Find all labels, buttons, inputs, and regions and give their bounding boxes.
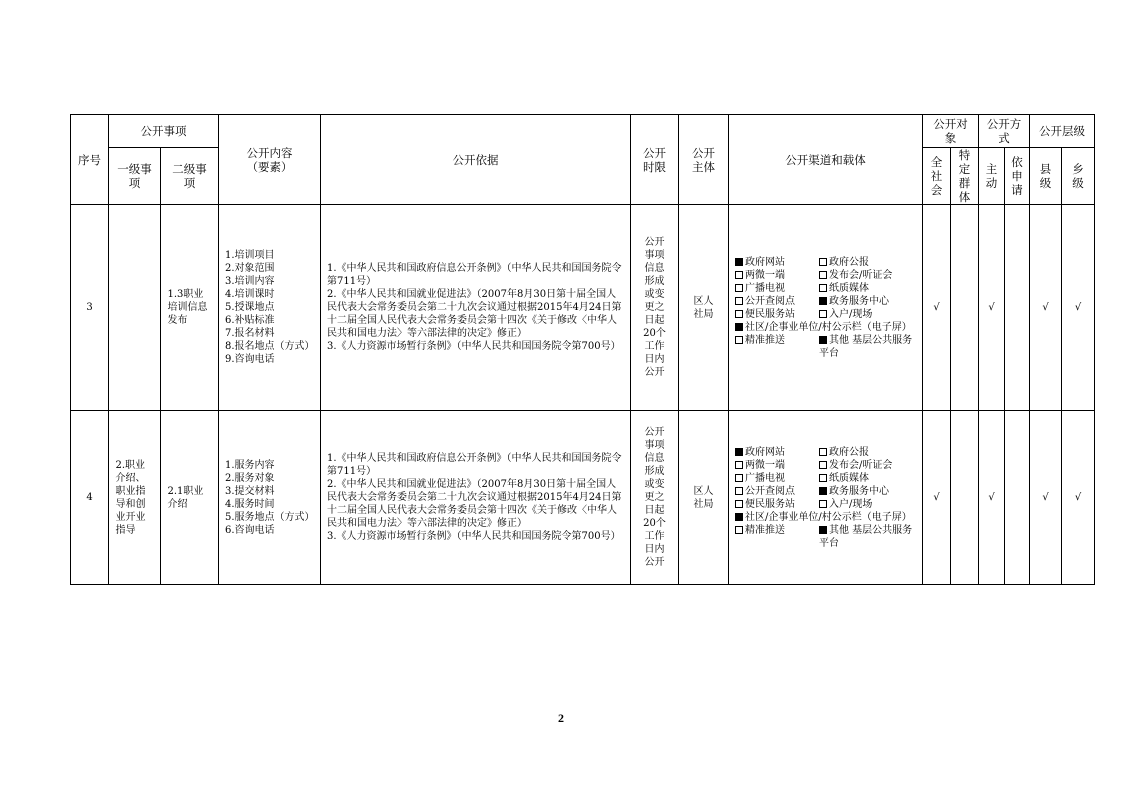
channel-item [735,485,819,498]
channel-label: 政府网站 [745,256,785,268]
channel-label: 公开查阅点 [745,485,795,497]
list-item: 3.提交材料 [225,485,275,497]
header-target-group [923,115,979,148]
cell-subject [679,411,729,585]
channel-item [819,282,918,295]
cell-time-limit [631,411,679,585]
channel-item [819,308,918,321]
time-limit-text: 公开事项信息形成或变更之日起20个工作日内公开 [643,237,666,378]
cell-target-specific [951,205,979,411]
channel-label: 精准推送 [745,524,785,536]
channel-item [819,459,918,472]
cell-seq: 4 [71,411,109,585]
channel-label: 发布会/听证会 [829,269,893,281]
channel-label: 政府网站 [745,446,785,458]
channel-item [819,498,918,511]
header-items-group: 公开事项 [109,115,219,148]
cell-seq: 3 [71,205,109,411]
checkbox-icon [819,500,827,508]
header-level1-label: 一级事项 [117,162,152,190]
header-level-county-label: 县级 [1039,162,1052,190]
cell-mode-active: √ [979,205,1005,411]
channel-label: 社区/企事业单位/村公示栏（电子屏） [745,321,912,333]
channel-label: 入户/现场 [829,498,873,510]
header-mode-group-label: 公开方式 [986,117,1022,145]
header-time-limit [631,115,679,205]
checkbox-icon [819,297,827,305]
header-level-town-label: 乡级 [1072,162,1084,190]
checkbox-icon [735,500,743,508]
checkbox-icon [819,284,827,292]
list-item: 8.报名地点（方式） [225,341,315,352]
header-mode-group [979,115,1030,148]
header-mode-active-label: 主动 [985,162,998,190]
cell-level-town: √ [1062,411,1095,585]
channel-label: 入户/现场 [829,308,873,320]
channel-item [735,511,918,524]
checkbox-icon [735,474,743,482]
list-item: 6.补贴标准 [225,315,275,326]
checkbox-icon [735,513,743,521]
checkbox-icon [819,448,827,456]
header-mode-active [979,148,1005,205]
checkbox-icon [735,487,743,495]
channel-label: 其他 基层公共服务平台 [819,334,913,359]
channel-item [819,472,918,485]
list-item: 4.培训课时 [225,289,275,300]
header-target-group-label: 公开对象 [933,117,968,145]
cell-level-county: √ [1030,205,1062,411]
channel-item [819,485,918,498]
channel-item [735,472,819,485]
checkbox-icon [735,258,743,266]
header-row-1 [71,115,1095,148]
header-target-all-label: 全社会 [930,155,943,197]
cell-target-specific [951,411,979,585]
basis-item: 1.《中华人民共和国政府信息公开条例》（中华人民共和国国务院令第711号） [327,263,622,287]
list-item: 2.对象范围 [225,263,275,274]
channel-item [819,295,918,308]
channel-item [819,269,918,282]
list-item: 5.服务地点（方式） [225,511,315,523]
channel-item [735,269,819,282]
header-content-label: 公开内容（要素） [246,145,293,174]
channel-item [735,256,819,269]
channel-item [735,446,819,459]
checkbox-icon [819,474,827,482]
cell-channels [729,411,923,585]
checkbox-icon [735,336,743,344]
channel-item [735,334,819,360]
channel-item [735,321,918,334]
channel-item [819,256,918,269]
basis-item: 3.《人力资源市场暂行条例》（中华人民共和国国务院令第700号） [327,341,621,352]
header-seq: 序号 [71,115,109,205]
checkbox-icon [819,310,827,318]
channel-label: 社区/企事业单位/村公示栏（电子屏） [745,511,912,523]
checkbox-icon [819,461,827,469]
level1-text: 2.职业介绍、职业指导和创业开业指导 [115,459,146,536]
page-number: 2 [558,711,564,725]
channel-label: 纸质媒体 [829,472,869,484]
table-row [71,205,1095,411]
channel-item [735,308,819,321]
channel-item [735,295,819,308]
header-target-all [923,148,951,205]
subject-text: 区人社局 [693,295,714,320]
channel-label: 政府公报 [829,446,869,458]
channel-label: 政务服务中心 [829,295,889,307]
checkbox-icon [819,487,827,495]
channel-label: 政务服务中心 [829,485,889,497]
checkbox-icon [735,271,743,279]
channel-label: 便民服务站 [745,498,795,510]
checkbox-icon [735,448,743,456]
header-level-group: 公开层级 [1030,115,1095,148]
channel-label: 便民服务站 [745,308,795,320]
checkbox-icon [819,526,827,534]
content-list [225,459,316,537]
list-item: 6.咨询电话 [225,524,275,536]
header-level-town [1062,148,1095,205]
cell-time-limit [631,205,679,411]
level2-text: 1.3职业培训信息发布 [167,289,208,326]
header-mode-request [1005,148,1030,205]
basis-item: 1.《中华人民共和国政府信息公开条例》（中华人民共和国国务院令第711号） [327,453,622,477]
cell-subject [679,205,729,411]
basis-item: 3.《人力资源市场暂行条例》（中华人民共和国国务院令第700号） [327,531,621,542]
content-list [225,249,316,366]
cell-content [219,411,321,585]
disclosure-table [70,114,1095,585]
checkbox-icon [735,526,743,534]
cell-level2 [161,205,219,411]
list-item: 4.服务时间 [225,498,275,510]
header-level-county [1030,148,1062,205]
subject-text: 区人社局 [693,485,714,510]
level2-text: 2.1职业介绍 [167,485,204,510]
checkbox-icon [735,310,743,318]
cell-mode-request [1005,205,1030,411]
time-limit-text: 公开事项信息形成或变更之日起20个工作日内公开 [643,427,666,568]
checkbox-icon [819,271,827,279]
header-basis: 公开依据 [321,115,631,205]
channel-item [819,334,918,360]
cell-level-county: √ [1030,411,1062,585]
list-item: 2.服务对象 [225,472,275,484]
checkbox-icon [735,461,743,469]
cell-level1 [109,411,161,585]
cell-mode-active: √ [979,411,1005,585]
basis-item: 2.《中华人民共和国就业促进法》（2007年8月30日第十届全国人民代表大会常务委员会第二十九次会议通过根据2015年4月24日第十二届全国人民代表大会常务委员会第十四次《关于修改〈中华人民共和国电力法〉等六部法律的决定》修正） [327,289,622,339]
channel-list [735,446,918,550]
channel-label: 其他 基层公共服务平台 [819,524,913,549]
channel-item [819,446,918,459]
channel-label: 政府公报 [829,256,869,268]
channel-label: 纸质媒体 [829,282,869,294]
channel-label: 两微一端 [745,459,785,471]
list-item: 9.咨询电话 [225,354,275,365]
list-item: 7.报名材料 [225,328,275,339]
cell-content [219,205,321,411]
header-time-limit-label: 公开时限 [643,145,666,174]
cell-level1 [109,205,161,411]
channel-item [735,282,819,295]
channel-label: 发布会/听证会 [829,459,893,471]
header-content [219,115,321,205]
cell-target-all: √ [923,205,951,411]
checkbox-icon [735,323,743,331]
header-channels: 公开渠道和载体 [729,115,923,205]
channel-item [735,498,819,511]
cell-basis [321,205,631,411]
header-subject [679,115,729,205]
list-item: 5.授课地点 [225,302,275,313]
header-mode-request-label: 依申请 [1011,155,1023,197]
channel-label: 两微一端 [745,269,785,281]
cell-channels [729,205,923,411]
list-item: 1.服务内容 [225,459,275,471]
channel-item [735,459,819,472]
header-level1 [109,148,161,205]
channel-list [735,256,918,360]
cell-mode-request [1005,411,1030,585]
header-level2-label: 二级事项 [172,162,207,190]
header-subject-label: 公开主体 [692,145,715,174]
cell-level2 [161,411,219,585]
basis-item: 2.《中华人民共和国就业促进法》（2007年8月30日第十届全国人民代表大会常务委员会第二十九次会议通过根据2015年4月24日第十二届全国人民代表大会常务委员会第十四次《关于修改〈中华人民共和国电力法〉等六部法律的决定》修正） [327,479,622,529]
list-item: 1.培训项目 [225,250,275,261]
channel-item [735,524,819,550]
cell-target-all: √ [923,411,951,585]
checkbox-icon [735,297,743,305]
header-target-specific-label: 特定群体 [958,148,971,204]
channel-label: 精准推送 [745,334,785,346]
checkbox-icon [819,336,827,344]
channel-item [819,524,918,550]
checkbox-icon [819,258,827,266]
channel-label: 公开查阅点 [745,295,795,307]
header-target-specific [951,148,979,205]
checkbox-icon [735,284,743,292]
channel-label: 广播电视 [745,472,785,484]
cell-basis [321,411,631,585]
header-level2 [161,148,219,205]
list-item: 3.培训内容 [225,276,275,287]
channel-label: 广播电视 [745,282,785,294]
table-row [71,411,1095,585]
cell-level-town: √ [1062,205,1095,411]
